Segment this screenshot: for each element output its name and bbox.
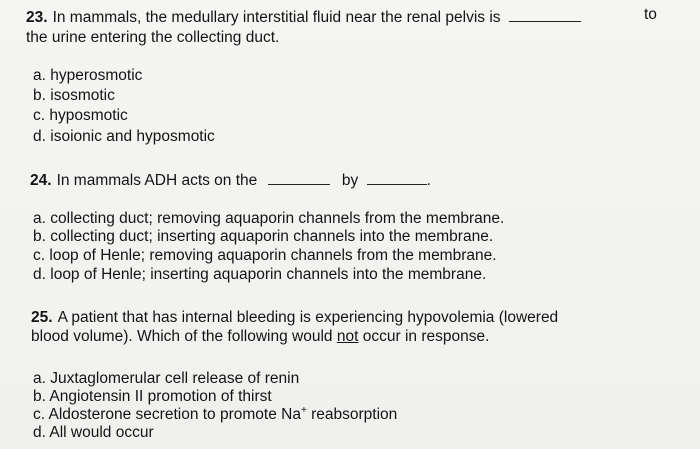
question-25-stem-line1 bbox=[31, 309, 558, 327]
option-letter: a. bbox=[33, 210, 46, 227]
option-c[interactable] bbox=[33, 107, 128, 125]
option-letter: d. bbox=[33, 128, 46, 145]
question-23-stem-line1 bbox=[26, 9, 581, 27]
option-text: hyperosmotic bbox=[50, 67, 143, 84]
option-letter: a. bbox=[33, 370, 46, 387]
question-23-to: to bbox=[644, 6, 657, 23]
option-d[interactable] bbox=[33, 424, 154, 442]
question-24-stem bbox=[30, 172, 431, 190]
option-letter: c. bbox=[33, 406, 46, 423]
question-text: A patient that has internal bleeding is experiencing hypovolemia (lowered bbox=[57, 309, 559, 326]
option-text: hyposmotic bbox=[49, 107, 128, 124]
option-text: reabsorption bbox=[306, 406, 398, 423]
option-text: collecting duct; inserting aquaporin channels into the membrane. bbox=[50, 228, 494, 245]
question-text: occur in response. bbox=[362, 328, 490, 345]
option-text: All would occur bbox=[49, 424, 154, 441]
emphasis-not: not bbox=[336, 328, 359, 345]
question-number: 23. bbox=[26, 9, 48, 26]
question-25-stem-line2 bbox=[31, 328, 489, 346]
option-text: collecting duct; removing aquaporin channels from the membrane. bbox=[50, 210, 505, 227]
answer-blank[interactable] bbox=[268, 172, 330, 185]
question-number: 25. bbox=[31, 309, 53, 326]
question-text-by: by bbox=[341, 172, 359, 189]
option-letter: a. bbox=[33, 67, 46, 84]
option-text: Aldosterone secretion to promote Na bbox=[48, 406, 301, 423]
option-b[interactable] bbox=[33, 87, 115, 105]
option-a[interactable] bbox=[33, 210, 504, 228]
option-text: isosmotic bbox=[50, 87, 115, 104]
option-d[interactable] bbox=[33, 266, 486, 284]
option-text: isoionic and hyposmotic bbox=[50, 128, 215, 145]
question-text: blood volume). Which of the following would bbox=[31, 328, 333, 345]
option-d[interactable] bbox=[33, 128, 215, 146]
option-letter: c. bbox=[33, 107, 46, 124]
question-text: In mammals, the medullary interstitial fluid near the renal pelvis is bbox=[52, 9, 501, 26]
option-text: Angiotensin II promotion of thirst bbox=[49, 388, 272, 405]
option-b[interactable] bbox=[33, 388, 272, 406]
superscript-plus: + bbox=[300, 404, 307, 416]
question-23-stem-line2: the urine entering the collecting duct. bbox=[26, 29, 280, 46]
option-a[interactable] bbox=[33, 67, 142, 85]
option-letter: d. bbox=[33, 424, 46, 441]
option-letter: b. bbox=[33, 388, 46, 405]
question-text: In mammals ADH acts on the bbox=[56, 172, 258, 189]
option-text: loop of Henle; removing aquaporin channels from the membrane. bbox=[49, 247, 497, 264]
period: . bbox=[426, 172, 431, 189]
option-c[interactable] bbox=[33, 247, 497, 265]
option-letter: b. bbox=[33, 87, 46, 104]
option-c[interactable] bbox=[33, 406, 397, 424]
option-letter: b. bbox=[33, 228, 46, 245]
option-letter: d. bbox=[33, 266, 46, 283]
option-letter: c. bbox=[33, 247, 46, 264]
option-text: loop of Henle; inserting aquaporin channels into the membrane. bbox=[50, 266, 487, 283]
question-number: 24. bbox=[30, 172, 52, 189]
option-b[interactable] bbox=[33, 228, 493, 246]
option-text: Juxtaglomerular cell release of renin bbox=[50, 370, 300, 387]
answer-blank[interactable] bbox=[509, 9, 581, 22]
answer-blank[interactable] bbox=[367, 172, 427, 185]
option-a[interactable] bbox=[33, 370, 299, 388]
